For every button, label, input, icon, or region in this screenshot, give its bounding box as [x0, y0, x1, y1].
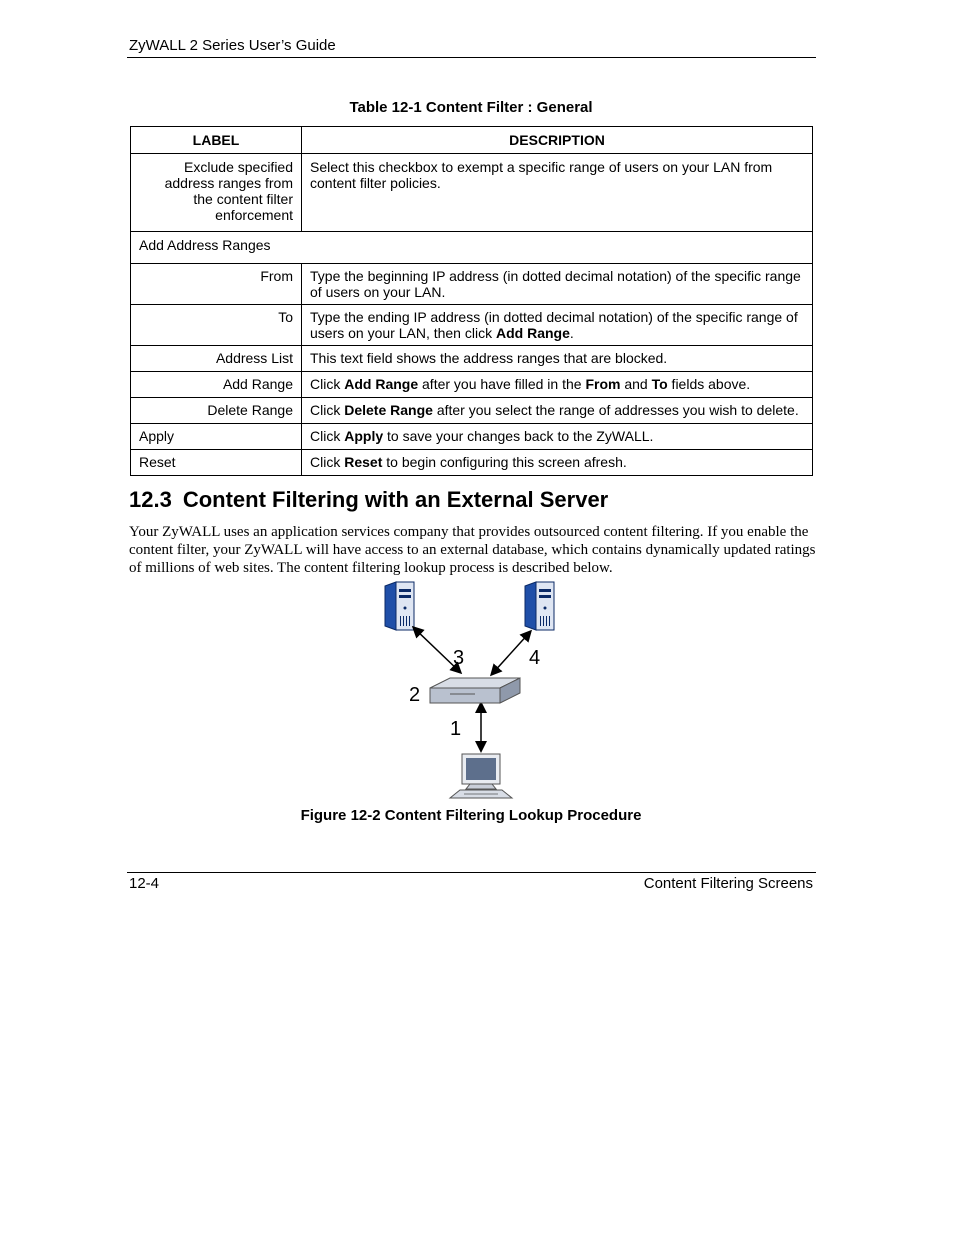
figure-caption: Figure 12-2 Content Filtering Lookup Procedure: [300, 807, 642, 824]
computer-icon: [450, 754, 512, 798]
table-caption: Table 12-1 Content Filter : General: [349, 99, 593, 116]
row-description: Click Delete Range after you select the range of addresses you wish to delete.: [302, 398, 813, 424]
step-label: 4: [529, 647, 541, 669]
table-row: [131, 346, 813, 372]
zywall-device-icon: [430, 678, 520, 703]
header-rule: [127, 57, 816, 58]
footer-rule: [127, 872, 816, 873]
table-row: [131, 424, 813, 450]
section-heading: [129, 487, 608, 513]
section-title: Content Filtering with an External Server: [182, 487, 609, 512]
section-body: Your ZyWALL uses an application services company that provides outsourced content filtering. If you enable the content filter, your ZyWALL will have access to an external database, which contains dynamically updated ratings of millions of web sites. The content filtering lookup process is described below.: [129, 524, 816, 576]
table-section-row: [131, 232, 813, 264]
table-row: [131, 264, 813, 305]
server-icon-right: [525, 582, 554, 630]
description-column-header: DESCRIPTION: [302, 127, 813, 154]
table-row: [131, 305, 813, 346]
page-number: 12-4: [129, 875, 160, 892]
server-icon-left: [385, 582, 414, 630]
table-row: [131, 372, 813, 398]
row-label: Add Range: [131, 372, 302, 398]
row-label: To: [131, 305, 302, 346]
table-row: [131, 398, 813, 424]
lookup-procedure-diagram: [380, 580, 580, 802]
content-filter-table: [130, 126, 813, 476]
section-number: 12.3: [129, 487, 172, 512]
row-description: Type the beginning IP address (in dotted decimal notation) of the specific range of users on your LAN.: [302, 264, 813, 305]
section-label: Add Address Ranges: [131, 232, 813, 264]
row-label: Delete Range: [131, 398, 302, 424]
row-description: Select this checkbox to exempt a specific range of users on your LAN from content filter policies.: [302, 154, 813, 232]
table-row: [131, 154, 813, 232]
step-label: 2: [409, 684, 421, 706]
label-column-header: LABEL: [131, 127, 302, 154]
row-description: Click Apply to save your changes back to the ZyWALL.: [302, 424, 813, 450]
row-description: This text field shows the address ranges that are blocked.: [302, 346, 813, 372]
row-label: Reset: [131, 450, 302, 476]
table-row: [131, 450, 813, 476]
row-label: Apply: [131, 424, 302, 450]
row-label: From: [131, 264, 302, 305]
running-header: ZyWALL 2 Series User’s Guide: [129, 37, 336, 54]
chapter-title: Content Filtering Screens: [643, 875, 813, 892]
step-label: 1: [450, 718, 462, 740]
table-header-row: [131, 127, 813, 154]
step-label: 3: [453, 647, 465, 669]
row-description: Click Reset to begin configuring this screen afresh.: [302, 450, 813, 476]
row-label: Address List: [131, 346, 302, 372]
row-description: Type the ending IP address (in dotted decimal notation) of the specific range of users on your LAN, then click Add Range.: [302, 305, 813, 346]
row-label: Exclude specified address ranges from the content filter enforcement: [131, 154, 302, 232]
arrow-4: [492, 632, 530, 674]
row-description: Click Add Range after you have filled in the From and To fields above.: [302, 372, 813, 398]
